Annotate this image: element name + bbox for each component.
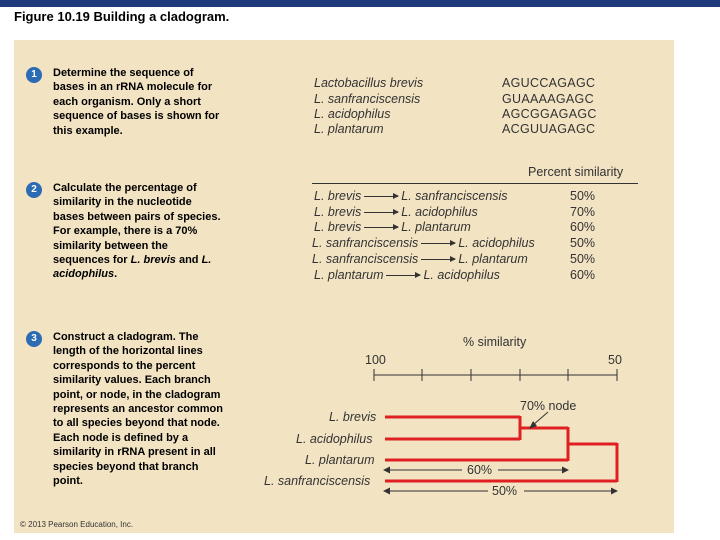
step-2-badge: 2 bbox=[26, 182, 42, 198]
similarity-percent: 50% bbox=[570, 189, 596, 203]
similarity-percent: 70% bbox=[570, 205, 596, 219]
arrow-left-icon bbox=[383, 488, 390, 495]
seq-name: L. sanfranciscensis bbox=[314, 92, 421, 106]
similarity-percent: 60% bbox=[570, 220, 596, 234]
step-3-badge: 3 bbox=[26, 331, 42, 347]
seq-bases: AGCGGAGAGC bbox=[502, 107, 597, 121]
species-label: L. acidophilus bbox=[296, 432, 373, 446]
pair-species-a: L. brevis bbox=[314, 205, 362, 219]
pair-species-a: L. plantarum bbox=[314, 268, 384, 282]
step-2-text-mid: and bbox=[175, 254, 202, 267]
step-2-text-post: . bbox=[114, 268, 118, 281]
seq-name: Lactobacillus brevis bbox=[314, 76, 424, 90]
similarity-percent: 60% bbox=[570, 268, 596, 282]
seq-name: L. plantarum bbox=[314, 122, 384, 136]
species-label: L. plantarum bbox=[305, 453, 375, 467]
similarity-percent: 50% bbox=[570, 236, 596, 250]
similarity-percent: 50% bbox=[570, 252, 596, 266]
cladogram-branches bbox=[385, 416, 617, 482]
figure-title: Figure 10.19 Building a cladogram. bbox=[14, 9, 230, 24]
seq-bases: AGUCCAGAGC bbox=[502, 76, 596, 90]
arrow-right-icon bbox=[611, 488, 618, 495]
pair-species-a: L. brevis bbox=[314, 220, 362, 234]
pair-species-b: L. acidophilus bbox=[423, 268, 500, 282]
pair-species-b: L. acidophilus bbox=[401, 205, 478, 219]
arrow-left-icon bbox=[383, 467, 390, 474]
label-60: 60% bbox=[467, 463, 493, 477]
seq-name: L. acidophilus bbox=[314, 107, 391, 121]
copyright: © 2013 Pearson Education, Inc. bbox=[20, 520, 134, 529]
pair-species-b: L. plantarum bbox=[401, 220, 471, 234]
node-label-70: 70% node bbox=[520, 399, 577, 413]
arrow-right-icon bbox=[562, 467, 569, 474]
node-pointer-line bbox=[533, 412, 548, 425]
species-label: L. brevis bbox=[329, 410, 377, 424]
label-50: 50% bbox=[492, 484, 518, 498]
step-2-species-1: L. brevis bbox=[130, 254, 176, 267]
step-3-text: Construct a cladogram. The length of the horizontal lines corresponds to the percent similarity values. Each branch point, or node, in the cladogram represents an ancestor common to all species beyond that node. Each node is defined by a similarity in rRNA present in all species beyond that branch point. bbox=[53, 331, 223, 488]
percent-similarity-header: Percent similarity bbox=[528, 165, 624, 179]
axis-label-50: 50 bbox=[608, 353, 622, 367]
pair-species-b: L. sanfranciscensis bbox=[401, 189, 508, 203]
step-2-text-pre: Calculate the percentage of similarity in the nucleotide bases between pairs of species. For example, there is a 70% similarity between the sequences for bbox=[53, 182, 221, 267]
seq-bases: GUAAAAGAGC bbox=[502, 92, 594, 106]
axis-label-100: 100 bbox=[365, 353, 386, 367]
pair-species-a: L. sanfranciscensis bbox=[312, 252, 419, 266]
cladogram-axis-title: % similarity bbox=[463, 335, 527, 349]
step-1-text: Determine the sequence of bases in an rRNA molecule for each organism. Only a short sequence of bases is shown for this example. bbox=[53, 67, 220, 137]
step-1-badge: 1 bbox=[26, 67, 42, 83]
seq-bases: ACGUUAGAGC bbox=[502, 122, 596, 136]
species-label: L. sanfranciscensis bbox=[264, 474, 371, 488]
pair-species-b: L. acidophilus bbox=[458, 236, 535, 250]
pair-species-a: L. brevis bbox=[314, 189, 362, 203]
pair-species-a: L. sanfranciscensis bbox=[312, 236, 419, 250]
pair-species-b: L. plantarum bbox=[458, 252, 528, 266]
step-2-species-2: L. acidophilus bbox=[53, 254, 212, 281]
